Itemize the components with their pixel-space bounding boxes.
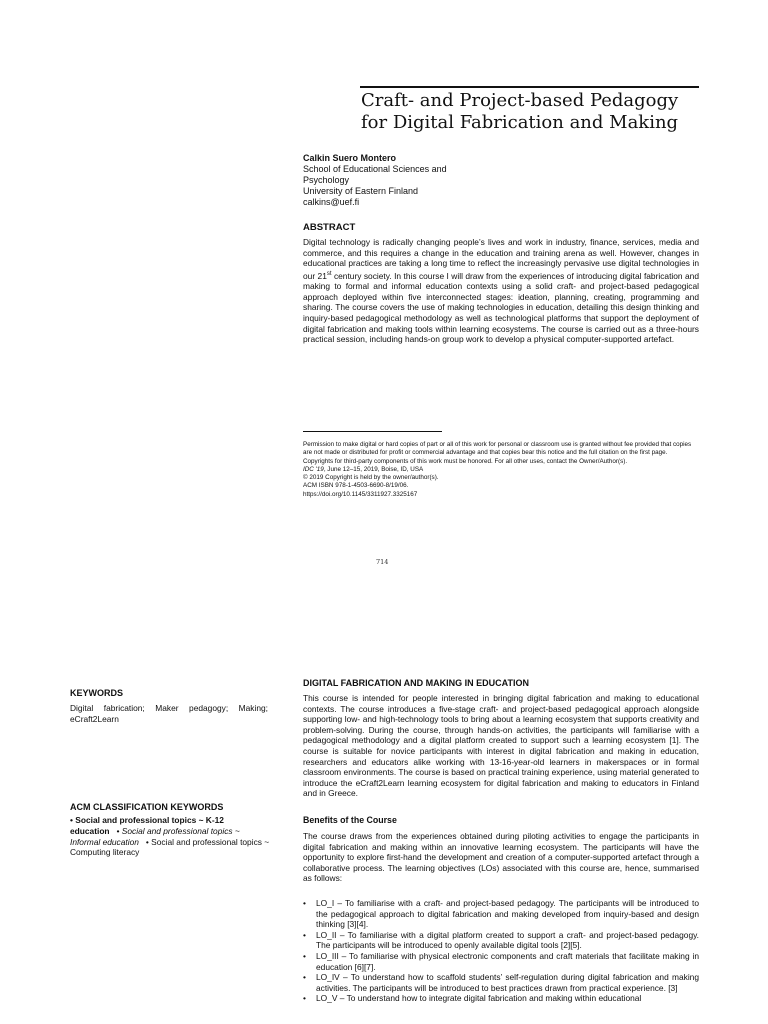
acm-item-2: • Social and professional topics ~ Informal education [70, 825, 240, 847]
title-line-1: Craft- and Project-based Pedagogy [361, 90, 679, 111]
bullet-icon: • [303, 993, 306, 1004]
subsection-paragraph: The course draws from the experiences obtained during piloting activities to engage the participants in digital fabrication and making within an innovative learning ecosystem. The participants will have the opportunity to explore first-hand the development and creation of a computer-supported artefact through a collaborative process. The learning objectives (LOs) associated with this course are, hence, summarised as follows: [303, 831, 699, 884]
abstract-part-2: century society. In this course I will draw from the experiences of introducing digital fabrication and making to formal and informal education contexts using a solid craft- and project-based pedagogical approach deployed within five interconnected stages: ideation, planning, creating, programming and sharing. The course covers the use of making technologies in education, detailing this design thinking and inquiry-based pedagogical methodology as well as technological platforms that support the deployment of digital fabrication and making tools within learning ecosystems. The course is carried out as a three-hours practical session, including hands-on group work to develop a physical computer-supported artefact. [303, 270, 699, 345]
conference-abbr: IDC '19 [303, 465, 324, 473]
copyright-line: © 2019 Copyright is held by the owner/author(s). [303, 474, 439, 482]
author-affiliation-2: Psychology [303, 175, 350, 185]
isbn-line: ACM ISBN 978-1-4503-6690-8/19/06. [303, 482, 409, 490]
list-item [303, 930, 699, 951]
abstract-text [303, 237, 699, 345]
doi-line: https://doi.org/10.1145/3311927.3325167 [303, 490, 418, 498]
list-item-text: LO_II – To familiarise with a digital platform created to support a craft- and project-based pedagogy. The participants will be introduced to openly available digital tools [2][5]. [316, 929, 699, 951]
bullet-icon: • [303, 929, 306, 940]
list-item [303, 898, 699, 930]
list-item-text: LO_IV – To understand how to scaffold students’ self-regulation during digital fabrication and making activities. The participants will be introduced to best practices drawn from practical experience. [3] [316, 972, 699, 993]
bullet-icon: • [303, 972, 306, 983]
paper-title [361, 90, 701, 134]
section-paragraph: This course is intended for people interested in bringing digital fabrication and making to educational contexts. The course introduces a five-stage craft- and project-based pedagogical approach alongside supporting low- and high-technology tools to bring about a learning ecosystem that supports creativity and problem-solving. During the course, through hands-on activities, the participants will familiarise with a pedagogical methodology and a digital platform created to support such a learning ecosystem [1]. The course is suitable for novice participants with interest in digital fabrication and making in education, researchers and educators alike working with 13-16-year-old learners in makerspaces or in formal classroom environments. The course is based on practical training experience, using material generated to introduce the eCraft2Learn learning ecosystem for digital fabrication and making to educators in Finland and in Greece. [303, 693, 699, 799]
author-affiliation-1: School of Educational Sciences and [303, 164, 447, 174]
acm-classification-heading: ACM CLASSIFICATION KEYWORDS [70, 802, 224, 812]
abstract-part-1: Digital technology is radically changing people’s lives and work in industry, finance, services, media and commerce, and this requires a change in the education and training arena as well. However, changes in educational practices are taking a long time to reflect the increasingly pervasive use digital technologies in our 21 [303, 237, 699, 281]
list-item-text: LO_I – To familiarise with a craft- and project-based pedagogy. The participants will be introduced to the pedagogical approach to digital fabrication and making developed from inquiry-based and design thinking [3][4]. [316, 898, 699, 930]
copyright-footnote [303, 441, 699, 499]
list-item [303, 993, 699, 1004]
keywords-text: Digital fabrication; Maker pedagogy; Making; eCraft2Learn [70, 703, 268, 724]
author-email: calkins@uef.fi [303, 197, 360, 207]
acm-item-3: • Social and professional topics ~ Computing literacy [70, 836, 270, 858]
footnote-rule [303, 431, 442, 432]
permission-notice: Permission to make digital or hard copies of part or all of this work for personal or classroom use is granted without fee provided that copies are not made or distributed for profit or commercial advantage and that copies bear this notice and the full citation on the first page. Copyrights for third-party components of this work must be honored. For all other uses, contact the Owner/Author(s). [303, 441, 692, 465]
keywords-heading: KEYWORDS [70, 688, 124, 698]
learning-objectives-list [303, 898, 699, 1004]
author-affiliation-3: University of Eastern Finland [303, 186, 419, 196]
section-heading: DIGITAL FABRICATION AND MAKING IN EDUCATION [303, 678, 529, 688]
subsection-heading: Benefits of the Course [303, 815, 397, 825]
conference-details: , June 12–15, 2019, Boise, ID, USA [323, 465, 424, 473]
conference-line [303, 466, 699, 474]
acm-classification-text [70, 815, 270, 858]
author-block [303, 153, 447, 208]
page-number: 714 [376, 558, 389, 566]
title-line-2: for Digital Fabrication and Making [361, 112, 679, 133]
author-name: Calkin Suero Montero [303, 153, 397, 163]
bullet-icon: • [303, 950, 306, 961]
bullet-icon: • [303, 898, 306, 908]
abstract-superscript: st [326, 270, 332, 277]
abstract-heading: ABSTRACT [303, 222, 356, 233]
list-item [303, 972, 699, 993]
list-item-text: LO_V – To understand how to integrate digital fabrication and making within educational [316, 993, 642, 1004]
title-rule [360, 86, 699, 88]
list-item [303, 951, 699, 972]
list-item-text: LO_III – To familiarise with physical electronic components and craft materials that facilitate making in education [6][7]. [316, 950, 699, 972]
acm-item-1: • Social and professional topics ~ K-12 education [70, 815, 224, 836]
